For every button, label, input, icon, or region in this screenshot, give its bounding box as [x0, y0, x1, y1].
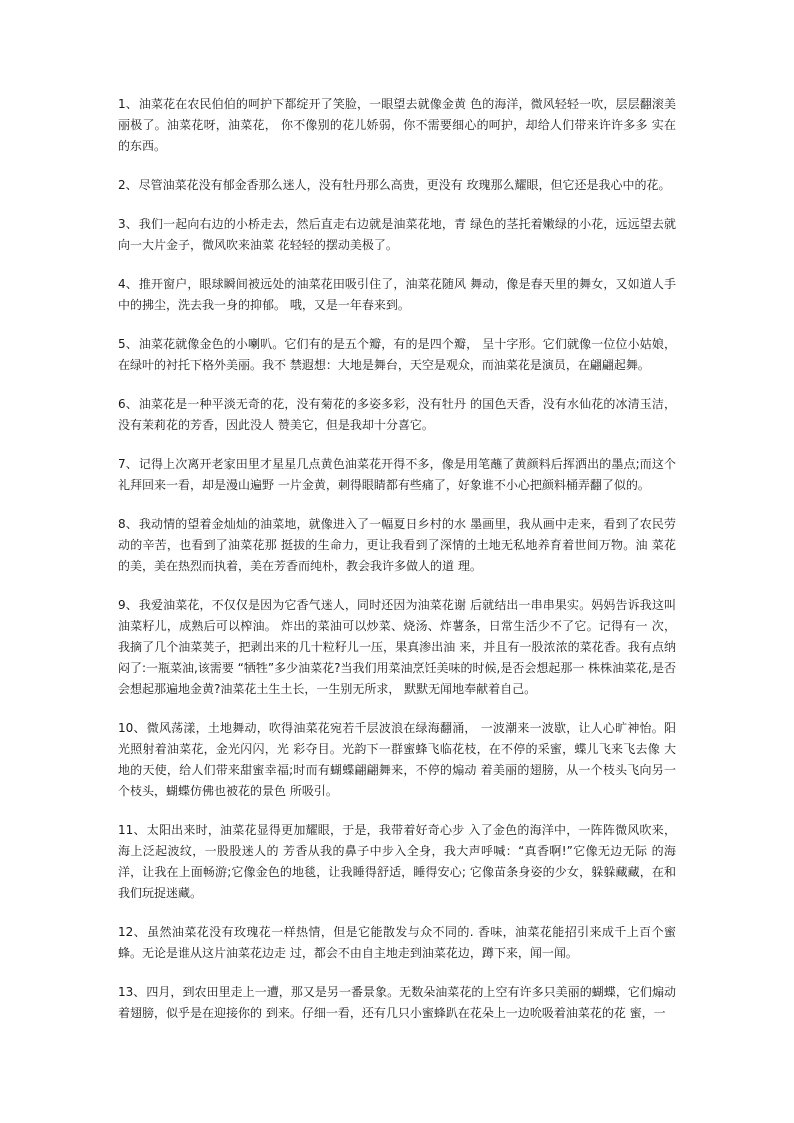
paragraph-text: 我爱油菜花，不仅仅是因为它香气迷人，同时还因为油菜花谢 后就结出一串串果实。妈妈告诉我这叫油菜籽儿，成熟后可以榨油。 炸出的菜油可以炒菜、烧汤、炸薯条，日常生活少不了它。记得有一 次，我摘了几个油菜荚子，把剥出来的几十粒籽儿一压，果真渗出油 来，并且有一股浓浓的菜花香。我有点纳闷了:一瓶菜油,该需要 “牺牲”多少油菜花?当我们用菜油烹饪美味的时候,是否会想起那一 株株油菜花,是否会想起那遍地金黄?油菜花土生土长，一生别无所求， 默默无闻地奉献着自己。: [118, 598, 676, 696]
paragraph-13: [118, 982, 676, 1024]
paragraph-text: 微风荡漾，土地舞动，吹得油菜花宛若千层波浪在绿海翻涌， 一波潮来一波歇，让人心旷神怡。阳光照射着油菜花，金光闪闪，光 彩夺目。光韵下一群蜜蜂飞临花枝，在不停的采蜜，蝶儿飞来飞去像 大地的天使，给人们带来甜蜜幸福;时而有蝴蝶翩翩舞来，不停的煽动 着美丽的翅膀，从一个枝头飞向另一个枝头，蝴蝶仿佛也被花的景色 所吸引。: [118, 721, 676, 798]
paragraph-10: [118, 718, 676, 802]
paragraph-number: 1、: [118, 97, 138, 111]
paragraph-1: [118, 94, 676, 157]
paragraph-5: [118, 334, 676, 376]
paragraph-number: 2、: [118, 178, 138, 192]
paragraph-text: 我动情的望着金灿灿的油菜地，就像进入了一幅夏日乡村的水 墨画里，我从画中走来，看到了农民劳动的辛苦，也看到了油菜花那 挺拔的生命力，更让我看到了深情的土地无私地养育着世间万物。油 菜花的美，美在热烈而执着，美在芳香而纯朴，教会我许多做人的道 理。: [118, 517, 676, 573]
paragraph-number: 10、: [118, 721, 146, 735]
paragraph-number: 4、: [118, 277, 138, 291]
paragraph-text: 油菜花在农民伯伯的呵护下都绽开了笑脸，一眼望去就像金黄 色的海洋，微风轻轻一吹，层层翻滚美丽极了。油菜花呀，油菜花， 你不像别的花儿娇弱，你不需要细心的呵护，却给人们带来许许多多 实在的东西。: [118, 97, 676, 153]
paragraph-number: 9、: [118, 598, 138, 612]
paragraph-number: 5、: [118, 337, 138, 351]
paragraph-text: 记得上次离开老家田里才星星几点黄色油菜花开得不多，像是用笔蘸了黄颜料后挥洒出的墨点;而这个礼拜回来一看，却是漫山遍野 一片金黄，刺得眼睛都有些痛了，好象谁不小心把颜料桶弄翻了似的。: [118, 457, 676, 492]
paragraph-number: 8、: [118, 517, 138, 531]
paragraph-2: [118, 175, 676, 196]
paragraph-text: 太阳出来时，油菜花显得更加耀眼，于是，我带着好奇心步 入了金色的海洋中，一阵阵微风吹来，海上泛起波纹，一股股迷人的 芳香从我的鼻子中步入全身，我大声呼喊：“真香啊!”它像无边无际 的海洋，让我在上面畅游;它像金色的地毯，让我睡得舒适，睡得安心; 它像苗条身姿的少女，躲躲藏藏，在和我们玩捉迷藏。: [118, 823, 676, 900]
paragraph-number: 13、: [118, 985, 146, 999]
paragraph-number: 11、: [118, 823, 146, 837]
paragraph-3: [118, 214, 676, 256]
paragraph-4: [118, 274, 676, 316]
paragraph-11: [118, 820, 676, 904]
paragraph-text: 尽管油菜花没有郁金香那么迷人，没有牡丹那么高贵，更没有 玫瑰那么耀眼，但它还是我心中的花。: [138, 178, 671, 192]
paragraph-text: 我们一起向右边的小桥走去，然后直走右边就是油菜花地，青 绿色的茎托着嫩绿的小花，远远望去就向一大片金子，微风吹来油菜 花轻轻的摆动美极了。: [118, 217, 676, 252]
paragraph-text: 油菜花就像金色的小喇叭。它们有的是五个瓣，有的是四个瓣， 呈十字形。它们就像一位位小姑娘，在绿叶的衬托下格外美丽。我不 禁遐想：大地是舞台，天空是观众，而油菜花是演员，在翩翩起舞。: [118, 337, 676, 372]
paragraph-text: 推开窗户，眼球瞬间被远处的油菜花田吸引住了，油菜花随风 舞动，像是春天里的舞女，又如道人手中的拂尘，洗去我一身的抑郁。 哦，又是一年春来到。: [118, 277, 676, 312]
paragraph-9: [118, 595, 676, 700]
paragraph-text: 四月，到农田里走上一遭，那又是另一番景象。无数朵油菜花的上空有许多只美丽的蝴蝶，它们煽动着翅膀，似乎是在迎接你的 到来。仔细一看，还有几只小蜜蜂趴在花朵上一边吮吸着油菜花的花 蜜，一: [118, 985, 676, 1020]
paragraph-number: 3、: [118, 217, 138, 231]
paragraph-text: 虽然油菜花没有玫瑰花一样热情，但是它能散发与众不同的. 香味，油菜花能招引来成千上百个蜜蜂。无论是谁从这片油菜花边走 过，都会不由自主地走到油菜花边，蹲下来，闻一闻。: [118, 925, 676, 960]
paragraph-7: [118, 454, 676, 496]
paragraph-12: [118, 922, 676, 964]
paragraph-text: 油菜花是一种平淡无奇的花，没有菊花的多姿多彩，没有牡丹 的国色天香，没有水仙花的冰清玉洁，没有茉莉花的芳香，因此没人 赞美它，但是我却十分喜它。: [118, 397, 676, 432]
paragraph-8: [118, 514, 676, 577]
paragraph-number: 7、: [118, 457, 138, 471]
document-page: [118, 94, 676, 1042]
paragraph-6: [118, 394, 676, 436]
paragraph-number: 12、: [118, 925, 147, 939]
paragraph-number: 6、: [118, 397, 138, 411]
